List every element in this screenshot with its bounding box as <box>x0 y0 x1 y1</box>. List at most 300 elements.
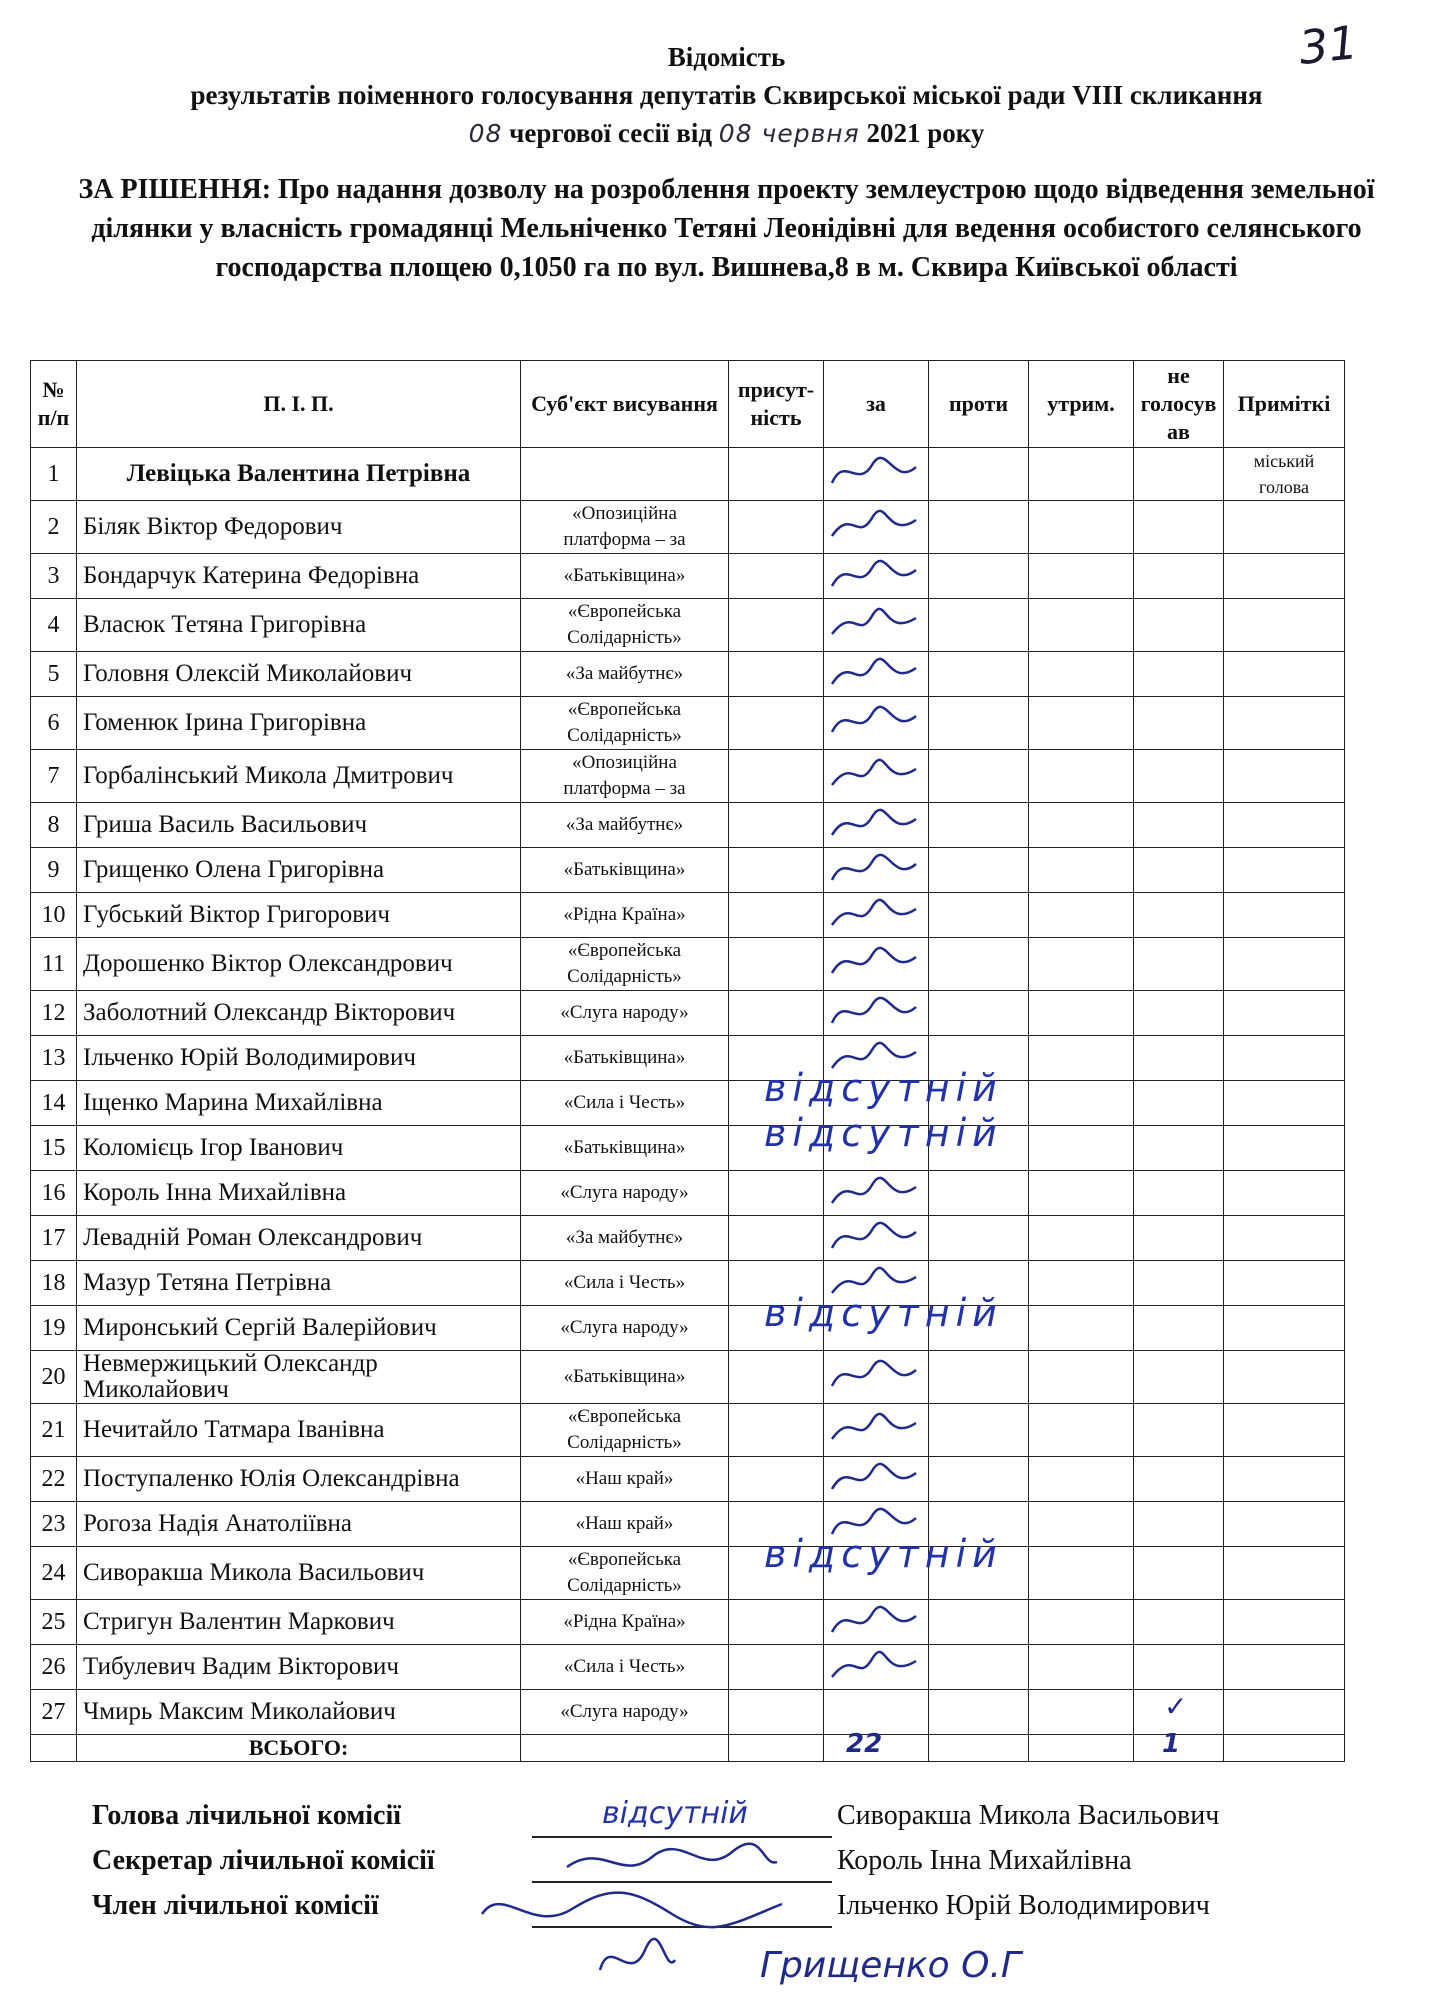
for-cell <box>824 803 929 848</box>
total-abstain-cell <box>1029 1735 1134 1762</box>
session-line <box>30 114 1423 153</box>
session-year: 2021 року <box>866 118 985 148</box>
not-voted-cell <box>1134 652 1224 697</box>
against-cell <box>929 1645 1029 1690</box>
present-cell <box>729 848 824 893</box>
total-for-value: 22 <box>846 1729 883 1759</box>
signature-scribble <box>824 991 924 1035</box>
absent-handwritten-note: відсутній <box>764 1532 1003 1576</box>
col-abstain: утрим. <box>1029 361 1134 448</box>
table-row <box>31 1171 1345 1216</box>
not-voted-cell <box>1134 554 1224 599</box>
present-cell <box>729 1690 824 1735</box>
not-voted-cell <box>1134 1216 1224 1261</box>
col-num: № п/п <box>31 361 77 448</box>
signature-scribble <box>824 697 924 747</box>
deputy-name: Іщенко Марина Михайлівна <box>77 1081 521 1126</box>
against-cell <box>929 1171 1029 1216</box>
abstain-cell <box>1029 652 1134 697</box>
deputy-name: Заболотний Олександр Вікторович <box>77 991 521 1036</box>
deputy-name: Левіцька Валентина Петрівна <box>77 448 521 501</box>
note-cell <box>1224 652 1345 697</box>
col-present: присут-ність <box>729 361 824 448</box>
abstain-cell <box>1029 1171 1134 1216</box>
deputy-name: Бондарчук Катерина Федорівна <box>77 554 521 599</box>
table-header-row <box>31 361 1345 448</box>
not-voted-cell <box>1134 803 1224 848</box>
document-title: Відомість <box>667 42 786 72</box>
present-cell <box>729 599 824 652</box>
party-name: «Сила і Честь» <box>521 1081 729 1126</box>
row-number: 3 <box>31 554 77 599</box>
against-cell <box>929 1547 1029 1600</box>
signature-scribble <box>562 1837 782 1887</box>
note-cell <box>1224 750 1345 803</box>
voting-table <box>30 360 1345 1762</box>
present-cell <box>729 697 824 750</box>
against-cell <box>929 848 1029 893</box>
abstain-cell <box>1029 697 1134 750</box>
note-cell <box>1224 1351 1345 1404</box>
abstain-cell <box>1029 1261 1134 1306</box>
bottom-handwritten-name: Грищенко О.Г <box>760 1945 1021 1986</box>
col-against: проти <box>929 361 1029 448</box>
present-cell <box>729 938 824 991</box>
note-cell <box>1224 1404 1345 1457</box>
signature-scribble <box>824 448 924 498</box>
note-cell <box>1224 599 1345 652</box>
row-number: 22 <box>31 1457 77 1502</box>
against-cell <box>929 1457 1029 1502</box>
deputy-name: Горбалінський Микола Дмитрович <box>77 750 521 803</box>
not-voted-cell <box>1134 1547 1224 1600</box>
table-row <box>31 848 1345 893</box>
party-name: «За майбутнє» <box>521 1216 729 1261</box>
commission-secretary-row <box>92 1845 1392 1890</box>
against-cell <box>929 750 1029 803</box>
page-number: 31 <box>1296 15 1361 75</box>
abstain-cell <box>1029 1306 1134 1351</box>
note-cell <box>1224 1081 1345 1126</box>
party-name: «Рідна Країна» <box>521 893 729 938</box>
signature-scribble <box>824 599 924 649</box>
deputy-name: Король Інна Михайлівна <box>77 1171 521 1216</box>
abstain-cell <box>1029 1404 1134 1457</box>
not-voted-cell <box>1134 1081 1224 1126</box>
row-number: 10 <box>31 893 77 938</box>
present-cell <box>729 1404 824 1457</box>
present-cell <box>729 554 824 599</box>
for-cell <box>824 1600 929 1645</box>
abstain-cell <box>1029 938 1134 991</box>
party-name <box>521 448 729 501</box>
signature-scribble <box>824 938 924 988</box>
table-row <box>31 1547 1345 1600</box>
col-party: Суб'єкт висування <box>521 361 729 448</box>
against-cell <box>929 1306 1029 1351</box>
for-cell <box>824 554 929 599</box>
present-cell <box>729 1171 824 1216</box>
deputy-name: Стригун Валентин Маркович <box>77 1600 521 1645</box>
table-row <box>31 599 1345 652</box>
not-voted-cell <box>1134 938 1224 991</box>
party-name: «Слуга народу» <box>521 991 729 1036</box>
deputy-name: Губський Віктор Григорович <box>77 893 521 938</box>
not-voted-cell <box>1134 697 1224 750</box>
present-cell <box>729 1645 824 1690</box>
note-cell <box>1224 1600 1345 1645</box>
not-voted-cell <box>1134 1600 1224 1645</box>
for-cell <box>824 1457 929 1502</box>
total-not-voted-value: 1 <box>1162 1729 1181 1759</box>
total-label: ВСЬОГО: <box>77 1735 521 1762</box>
against-cell <box>929 554 1029 599</box>
decision-text: ЗА РІШЕННЯ: Про надання дозволу на розроблення проекту землеустрою щодо відведення земельної ділянки у власність громадянці Мельніченко Тетяні Леонідівні для ведення особистого селянського господарства площею 0,1050 га по вул. Вишнева,8 в м. Сквира Київської області <box>78 174 1375 283</box>
counting-commission <box>92 1796 1392 1935</box>
abstain-cell <box>1029 893 1134 938</box>
against-cell <box>929 803 1029 848</box>
present-cell <box>729 893 824 938</box>
row-number: 11 <box>31 938 77 991</box>
party-name: «Слуга народу» <box>521 1171 729 1216</box>
party-name: «Батьківщина» <box>521 1351 729 1404</box>
signature-scribble <box>824 652 924 696</box>
total-note-cell <box>1224 1735 1345 1762</box>
note-cell <box>1224 848 1345 893</box>
note-cell <box>1224 938 1345 991</box>
abstain-cell <box>1029 1547 1134 1600</box>
not-voted-cell <box>1134 1306 1224 1351</box>
col-not-voted: не голосув ав <box>1134 361 1224 448</box>
for-cell <box>824 697 929 750</box>
total-empty-cell <box>31 1735 77 1762</box>
table-row <box>31 697 1345 750</box>
party-name: «Наш край» <box>521 1457 729 1502</box>
for-cell <box>824 848 929 893</box>
not-voted-cell <box>1134 1457 1224 1502</box>
against-cell <box>929 991 1029 1036</box>
table-row <box>31 1351 1345 1404</box>
present-cell <box>729 803 824 848</box>
for-cell <box>824 1404 929 1457</box>
document-header <box>30 38 1423 153</box>
note-cell <box>1224 1502 1345 1547</box>
not-voted-cell <box>1134 501 1224 554</box>
present-cell <box>729 1216 824 1261</box>
deputy-name: Чмирь Максим Миколайович <box>77 1690 521 1735</box>
party-name: «Батьківщина» <box>521 1126 729 1171</box>
against-cell <box>929 938 1029 991</box>
deputy-name: Ільченко Юрій Володимирович <box>77 1036 521 1081</box>
table-row <box>31 1404 1345 1457</box>
note-cell <box>1224 803 1345 848</box>
against-cell <box>929 448 1029 501</box>
table-row <box>31 1306 1345 1351</box>
against-cell <box>929 893 1029 938</box>
deputy-name: Коломієць Ігор Іванович <box>77 1126 521 1171</box>
row-number: 7 <box>31 750 77 803</box>
against-cell <box>929 697 1029 750</box>
row-number: 18 <box>31 1261 77 1306</box>
present-cell <box>729 652 824 697</box>
abstain-cell <box>1029 1126 1134 1171</box>
absent-handwritten-note: відсутній <box>764 1066 1003 1110</box>
total-present-cell <box>729 1735 824 1762</box>
signature-scribble <box>824 1457 924 1501</box>
document-subtitle: результатів поіменного голосування депутатів Сквирської міської ради VIII скликання <box>190 80 1263 110</box>
for-cell <box>764 1532 1003 1600</box>
signature-scribble <box>824 1600 924 1644</box>
party-name: «Батьківщина» <box>521 1036 729 1081</box>
present-cell <box>729 991 824 1036</box>
signature-scribble <box>824 1351 924 1401</box>
for-cell <box>824 448 929 501</box>
for-cell <box>824 1351 929 1404</box>
signature-scribble <box>590 1930 680 1990</box>
row-number: 1 <box>31 448 77 501</box>
signature-scribble <box>824 1404 924 1454</box>
party-name: «Європейська Солідарність» <box>521 599 729 652</box>
not-voted-cell <box>1134 1171 1224 1216</box>
abstain-cell <box>1029 803 1134 848</box>
for-cell <box>764 1291 1003 1351</box>
not-voted-cell <box>1134 1404 1224 1457</box>
abstain-cell <box>1029 1600 1134 1645</box>
party-name: «Наш край» <box>521 1502 729 1547</box>
absent-handwritten-note: відсутній <box>764 1291 1003 1335</box>
against-cell <box>929 599 1029 652</box>
party-name: «Слуга народу» <box>521 1306 729 1351</box>
present-cell <box>729 448 824 501</box>
signature-scribble <box>824 1171 924 1215</box>
for-cell <box>824 1690 929 1735</box>
table-row <box>31 1457 1345 1502</box>
row-number: 5 <box>31 652 77 697</box>
present-cell <box>729 1457 824 1502</box>
signature-scribble <box>824 750 924 800</box>
party-name: «За майбутнє» <box>521 803 729 848</box>
note-cell <box>1224 1690 1345 1735</box>
deputy-name: Сиворакша Микола Васильович <box>77 1547 521 1600</box>
deputy-name: Поступаленко Юлія Олександрівна <box>77 1457 521 1502</box>
row-number: 17 <box>31 1216 77 1261</box>
deputy-name: Рогоза Надія Анатоліївна <box>77 1502 521 1547</box>
signature-scribble <box>824 893 924 937</box>
note-cell <box>1224 893 1345 938</box>
signature-scribble <box>824 554 924 598</box>
table-row <box>31 893 1345 938</box>
row-number: 6 <box>31 697 77 750</box>
not-voted-cell <box>1134 1036 1224 1081</box>
signature-scribble <box>824 848 924 892</box>
row-number: 16 <box>31 1171 77 1216</box>
party-name: «Опозиційна платформа – за <box>521 501 729 554</box>
not-voted-cell <box>1134 1351 1224 1404</box>
deputy-name: Тибулевич Вадим Вікторович <box>77 1645 521 1690</box>
commission-member-row <box>92 1890 1392 1935</box>
party-name: «Батьківщина» <box>521 554 729 599</box>
abstain-cell <box>1029 501 1134 554</box>
deputy-name: Невмержицький Олександр Миколайович <box>77 1351 521 1404</box>
against-cell <box>929 1351 1029 1404</box>
not-voted-cell <box>1134 1645 1224 1690</box>
row-number: 25 <box>31 1600 77 1645</box>
party-name: «Батьківщина» <box>521 848 729 893</box>
signature-line <box>532 1926 832 1928</box>
deputy-name: Біляк Віктор Федорович <box>77 501 521 554</box>
for-cell <box>824 1171 929 1216</box>
row-number: 26 <box>31 1645 77 1690</box>
row-number: 15 <box>31 1126 77 1171</box>
deputy-name: Левадній Роман Олександрович <box>77 1216 521 1261</box>
note-cell: міський голова <box>1224 448 1345 501</box>
row-number: 21 <box>31 1404 77 1457</box>
total-not-voted-cell <box>1134 1729 1224 1762</box>
signature-scribble <box>824 1645 924 1689</box>
not-voted-cell <box>1134 991 1224 1036</box>
checkmark-icon: ✓ <box>1164 1690 1188 1723</box>
table-row <box>31 938 1345 991</box>
row-number: 19 <box>31 1306 77 1351</box>
against-cell <box>929 1126 1029 1171</box>
row-number: 12 <box>31 991 77 1036</box>
row-number: 2 <box>31 501 77 554</box>
not-voted-cell <box>1134 750 1224 803</box>
party-name: «Європейська Солідарність» <box>521 1547 729 1600</box>
total-row <box>31 1735 1345 1762</box>
present-cell <box>729 1600 824 1645</box>
abstain-cell <box>1029 599 1134 652</box>
signature-scribble <box>824 803 924 847</box>
session-date: 08 червня <box>718 119 860 148</box>
session-number: 08 <box>468 119 503 148</box>
table-row <box>31 1261 1345 1306</box>
party-name: «Рідна Країна» <box>521 1600 729 1645</box>
not-voted-cell <box>1134 848 1224 893</box>
deputy-name: Власюк Тетяна Григорівна <box>77 599 521 652</box>
note-cell <box>1224 1645 1345 1690</box>
commission-chair-role: Голова лічильної комісії <box>92 1800 402 1831</box>
commission-secretary-role: Секретар лічильної комісії <box>92 1845 435 1876</box>
table-row <box>31 652 1345 697</box>
note-cell <box>1224 1126 1345 1171</box>
abstain-cell <box>1029 554 1134 599</box>
table-row <box>31 1036 1345 1081</box>
abstain-cell <box>1029 1351 1134 1404</box>
deputy-name: Дорошенко Віктор Олександрович <box>77 938 521 991</box>
for-cell <box>824 599 929 652</box>
total-against-cell <box>929 1735 1029 1762</box>
party-name: «Сила і Честь» <box>521 1645 729 1690</box>
against-cell <box>929 1600 1029 1645</box>
present-cell <box>729 501 824 554</box>
table-row <box>31 1600 1345 1645</box>
not-voted-cell <box>1134 1690 1224 1735</box>
party-name: «Сила і Честь» <box>521 1261 729 1306</box>
against-cell <box>929 652 1029 697</box>
deputy-name: Гоменюк Ірина Григорівна <box>77 697 521 750</box>
deputy-name: Гриша Василь Васильович <box>77 803 521 848</box>
row-number: 20 <box>31 1351 77 1404</box>
abstain-cell <box>1029 848 1134 893</box>
row-number: 9 <box>31 848 77 893</box>
not-voted-cell <box>1134 1261 1224 1306</box>
table-row <box>31 991 1345 1036</box>
row-number: 23 <box>31 1502 77 1547</box>
col-fio: П. І. П. <box>77 361 521 448</box>
abstain-cell <box>1029 1690 1134 1735</box>
signature-line <box>532 1836 832 1838</box>
abstain-cell <box>1029 1216 1134 1261</box>
not-voted-cell <box>1134 893 1224 938</box>
for-cell <box>824 750 929 803</box>
party-name: «Європейська Солідарність» <box>521 938 729 991</box>
table-row <box>31 1081 1345 1126</box>
note-cell <box>1224 697 1345 750</box>
table-row <box>31 448 1345 501</box>
note-cell <box>1224 554 1345 599</box>
abstain-cell <box>1029 1036 1134 1081</box>
table-row <box>31 1690 1345 1735</box>
not-voted-cell <box>1134 1502 1224 1547</box>
party-name: «Європейська Солідарність» <box>521 697 729 750</box>
party-name: «Опозиційна платформа – за <box>521 750 729 803</box>
session-text: чергової сесії від <box>509 118 713 148</box>
not-voted-cell <box>1134 448 1224 501</box>
abstain-cell <box>1029 1457 1134 1502</box>
abstain-cell <box>1029 750 1134 803</box>
signature-scribble <box>824 1216 924 1260</box>
row-number: 4 <box>31 599 77 652</box>
commission-chair-absent-note: відсутній <box>602 1796 748 1831</box>
total-for-cell <box>824 1729 929 1762</box>
party-name: «Європейська Солідарність» <box>521 1404 729 1457</box>
for-cell <box>824 991 929 1036</box>
row-number: 14 <box>31 1081 77 1126</box>
abstain-cell <box>1029 991 1134 1036</box>
commission-chair-name: Сиворакша Микола Васильович <box>837 1800 1220 1831</box>
for-cell <box>824 501 929 554</box>
abstain-cell <box>1029 1645 1134 1690</box>
for-cell <box>824 938 929 991</box>
party-name: «Слуга народу» <box>521 1690 729 1735</box>
for-cell <box>764 1111 1003 1171</box>
commission-member-name: Ільченко Юрій Володимирович <box>837 1890 1210 1921</box>
for-cell <box>824 1216 929 1261</box>
note-cell <box>1224 1547 1345 1600</box>
signature-scribble <box>824 501 924 551</box>
deputy-name: Грищенко Олена Григорівна <box>77 848 521 893</box>
note-cell <box>1224 991 1345 1036</box>
table-row <box>31 750 1345 803</box>
commission-chair-row <box>92 1796 1392 1845</box>
abstain-cell <box>1029 448 1134 501</box>
abstain-cell <box>1029 1081 1134 1126</box>
table-row <box>31 554 1345 599</box>
table-row <box>31 501 1345 554</box>
for-cell <box>824 1645 929 1690</box>
table-row <box>31 1645 1345 1690</box>
note-cell <box>1224 1171 1345 1216</box>
deputy-name: Миронський Сергій Валерійович <box>77 1306 521 1351</box>
against-cell <box>929 1216 1029 1261</box>
row-number: 24 <box>31 1547 77 1600</box>
col-for: за <box>824 361 929 448</box>
against-cell <box>929 501 1029 554</box>
for-cell <box>824 893 929 938</box>
note-cell <box>1224 1261 1345 1306</box>
note-cell <box>1224 1216 1345 1261</box>
